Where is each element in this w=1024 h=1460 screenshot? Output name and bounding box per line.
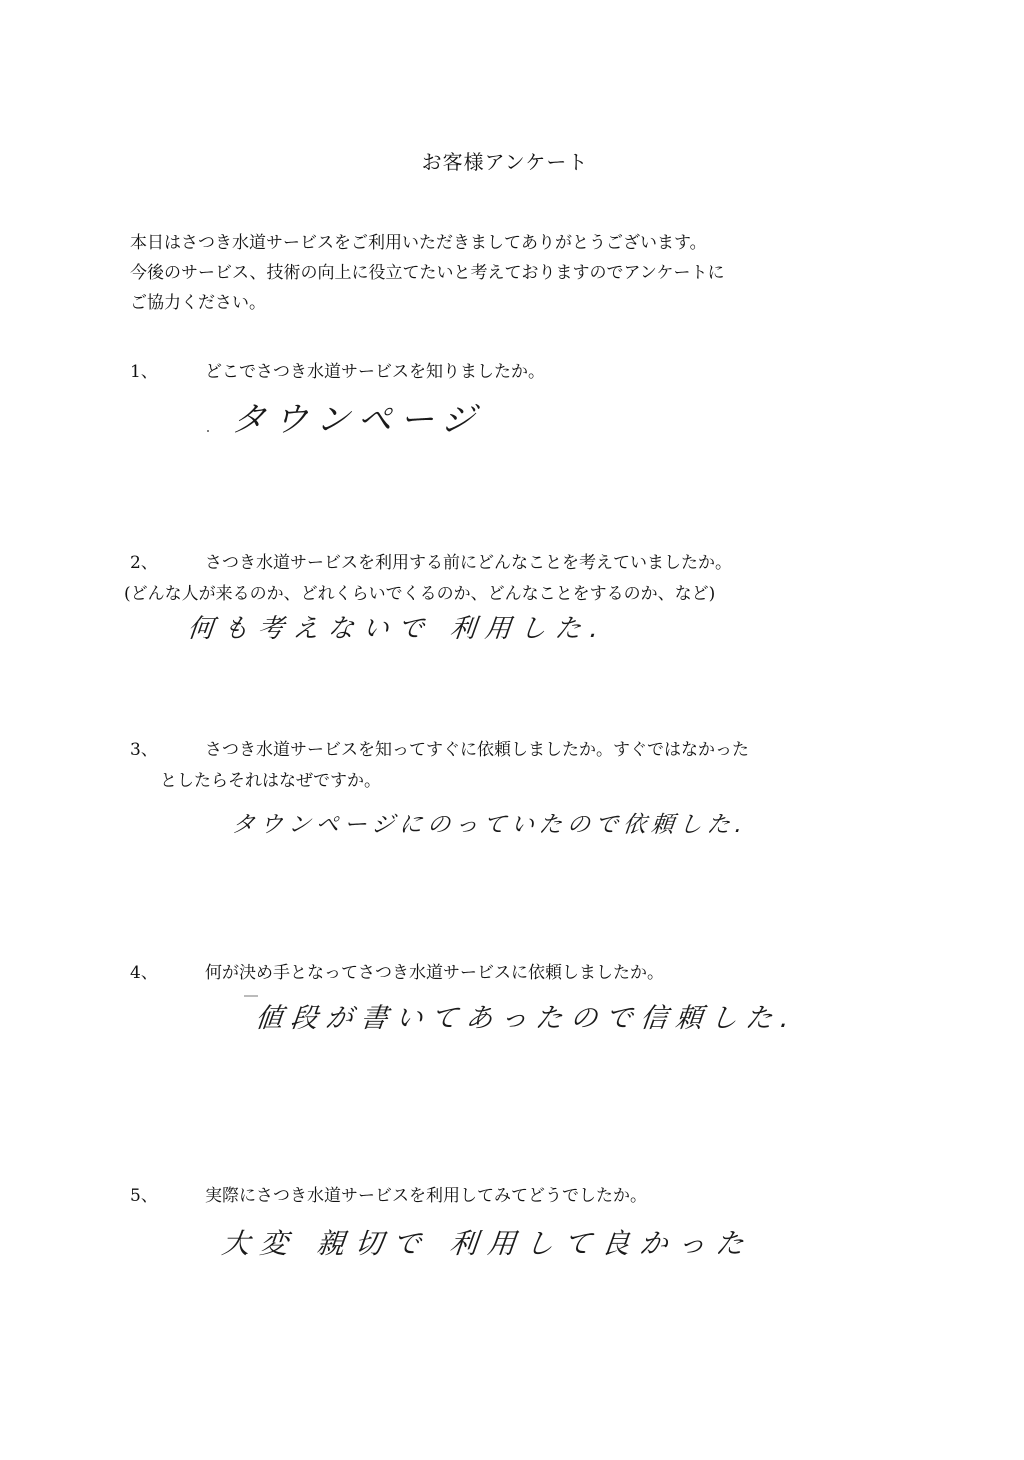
answer-2-handwritten: 何も考えないで 利用した. bbox=[186, 614, 609, 644]
answer-3-handwritten: タウンページにのっていたので依頼した. bbox=[230, 812, 749, 838]
scan-smudge bbox=[244, 995, 258, 997]
question-number: 1、 bbox=[130, 362, 158, 382]
question-number: 2、 bbox=[130, 553, 158, 573]
question-text: 何が決め手となってさつき水道サービスに依頼しましたか。 bbox=[205, 963, 664, 983]
answer-4-handwritten: 値段が書いてあったので信頼した. bbox=[254, 1003, 799, 1034]
answer-5-handwritten: 大変 親切で 利用して良かった bbox=[220, 1227, 756, 1260]
question-subtext: としたらそれはなぜですか。 bbox=[160, 771, 381, 791]
intro-line: 今後のサービス、技術の向上に役立てたいと考えておりますのでアンケートに bbox=[130, 263, 725, 283]
answer-1-handwritten: タウンページ bbox=[229, 400, 486, 440]
question-1 bbox=[130, 357, 890, 383]
question-text: さつき水道サービスを知ってすぐに依頼しましたか。すぐではなかった bbox=[205, 740, 749, 760]
question-3 bbox=[130, 735, 910, 761]
question-text: さつき水道サービスを利用する前にどんなことを考えていましたか。 bbox=[205, 553, 732, 573]
question-subtext: (どんな人が来るのか、どれくらいでくるのか、どんなことをするのか、など) bbox=[124, 584, 716, 604]
question-2-subtext bbox=[124, 579, 904, 605]
intro-line: ご協力ください。 bbox=[130, 293, 266, 313]
question-2 bbox=[130, 548, 890, 574]
question-number: 3、 bbox=[130, 740, 158, 760]
question-text: どこでさつき水道サービスを知りましたか。 bbox=[205, 362, 545, 382]
page-title: お客様アンケート bbox=[421, 150, 589, 174]
question-4 bbox=[130, 958, 890, 984]
intro-line: 本日はさつき水道サービスをご利用いただきましてありがとうございます。 bbox=[130, 233, 707, 253]
question-5 bbox=[130, 1181, 890, 1207]
question-3-subtext bbox=[160, 766, 760, 792]
question-number: 4、 bbox=[130, 963, 158, 983]
question-number: 5、 bbox=[130, 1186, 158, 1206]
scan-speck bbox=[207, 430, 209, 432]
question-text: 実際にさつき水道サービスを利用してみてどうでしたか。 bbox=[205, 1186, 647, 1206]
intro-paragraph bbox=[130, 228, 910, 318]
